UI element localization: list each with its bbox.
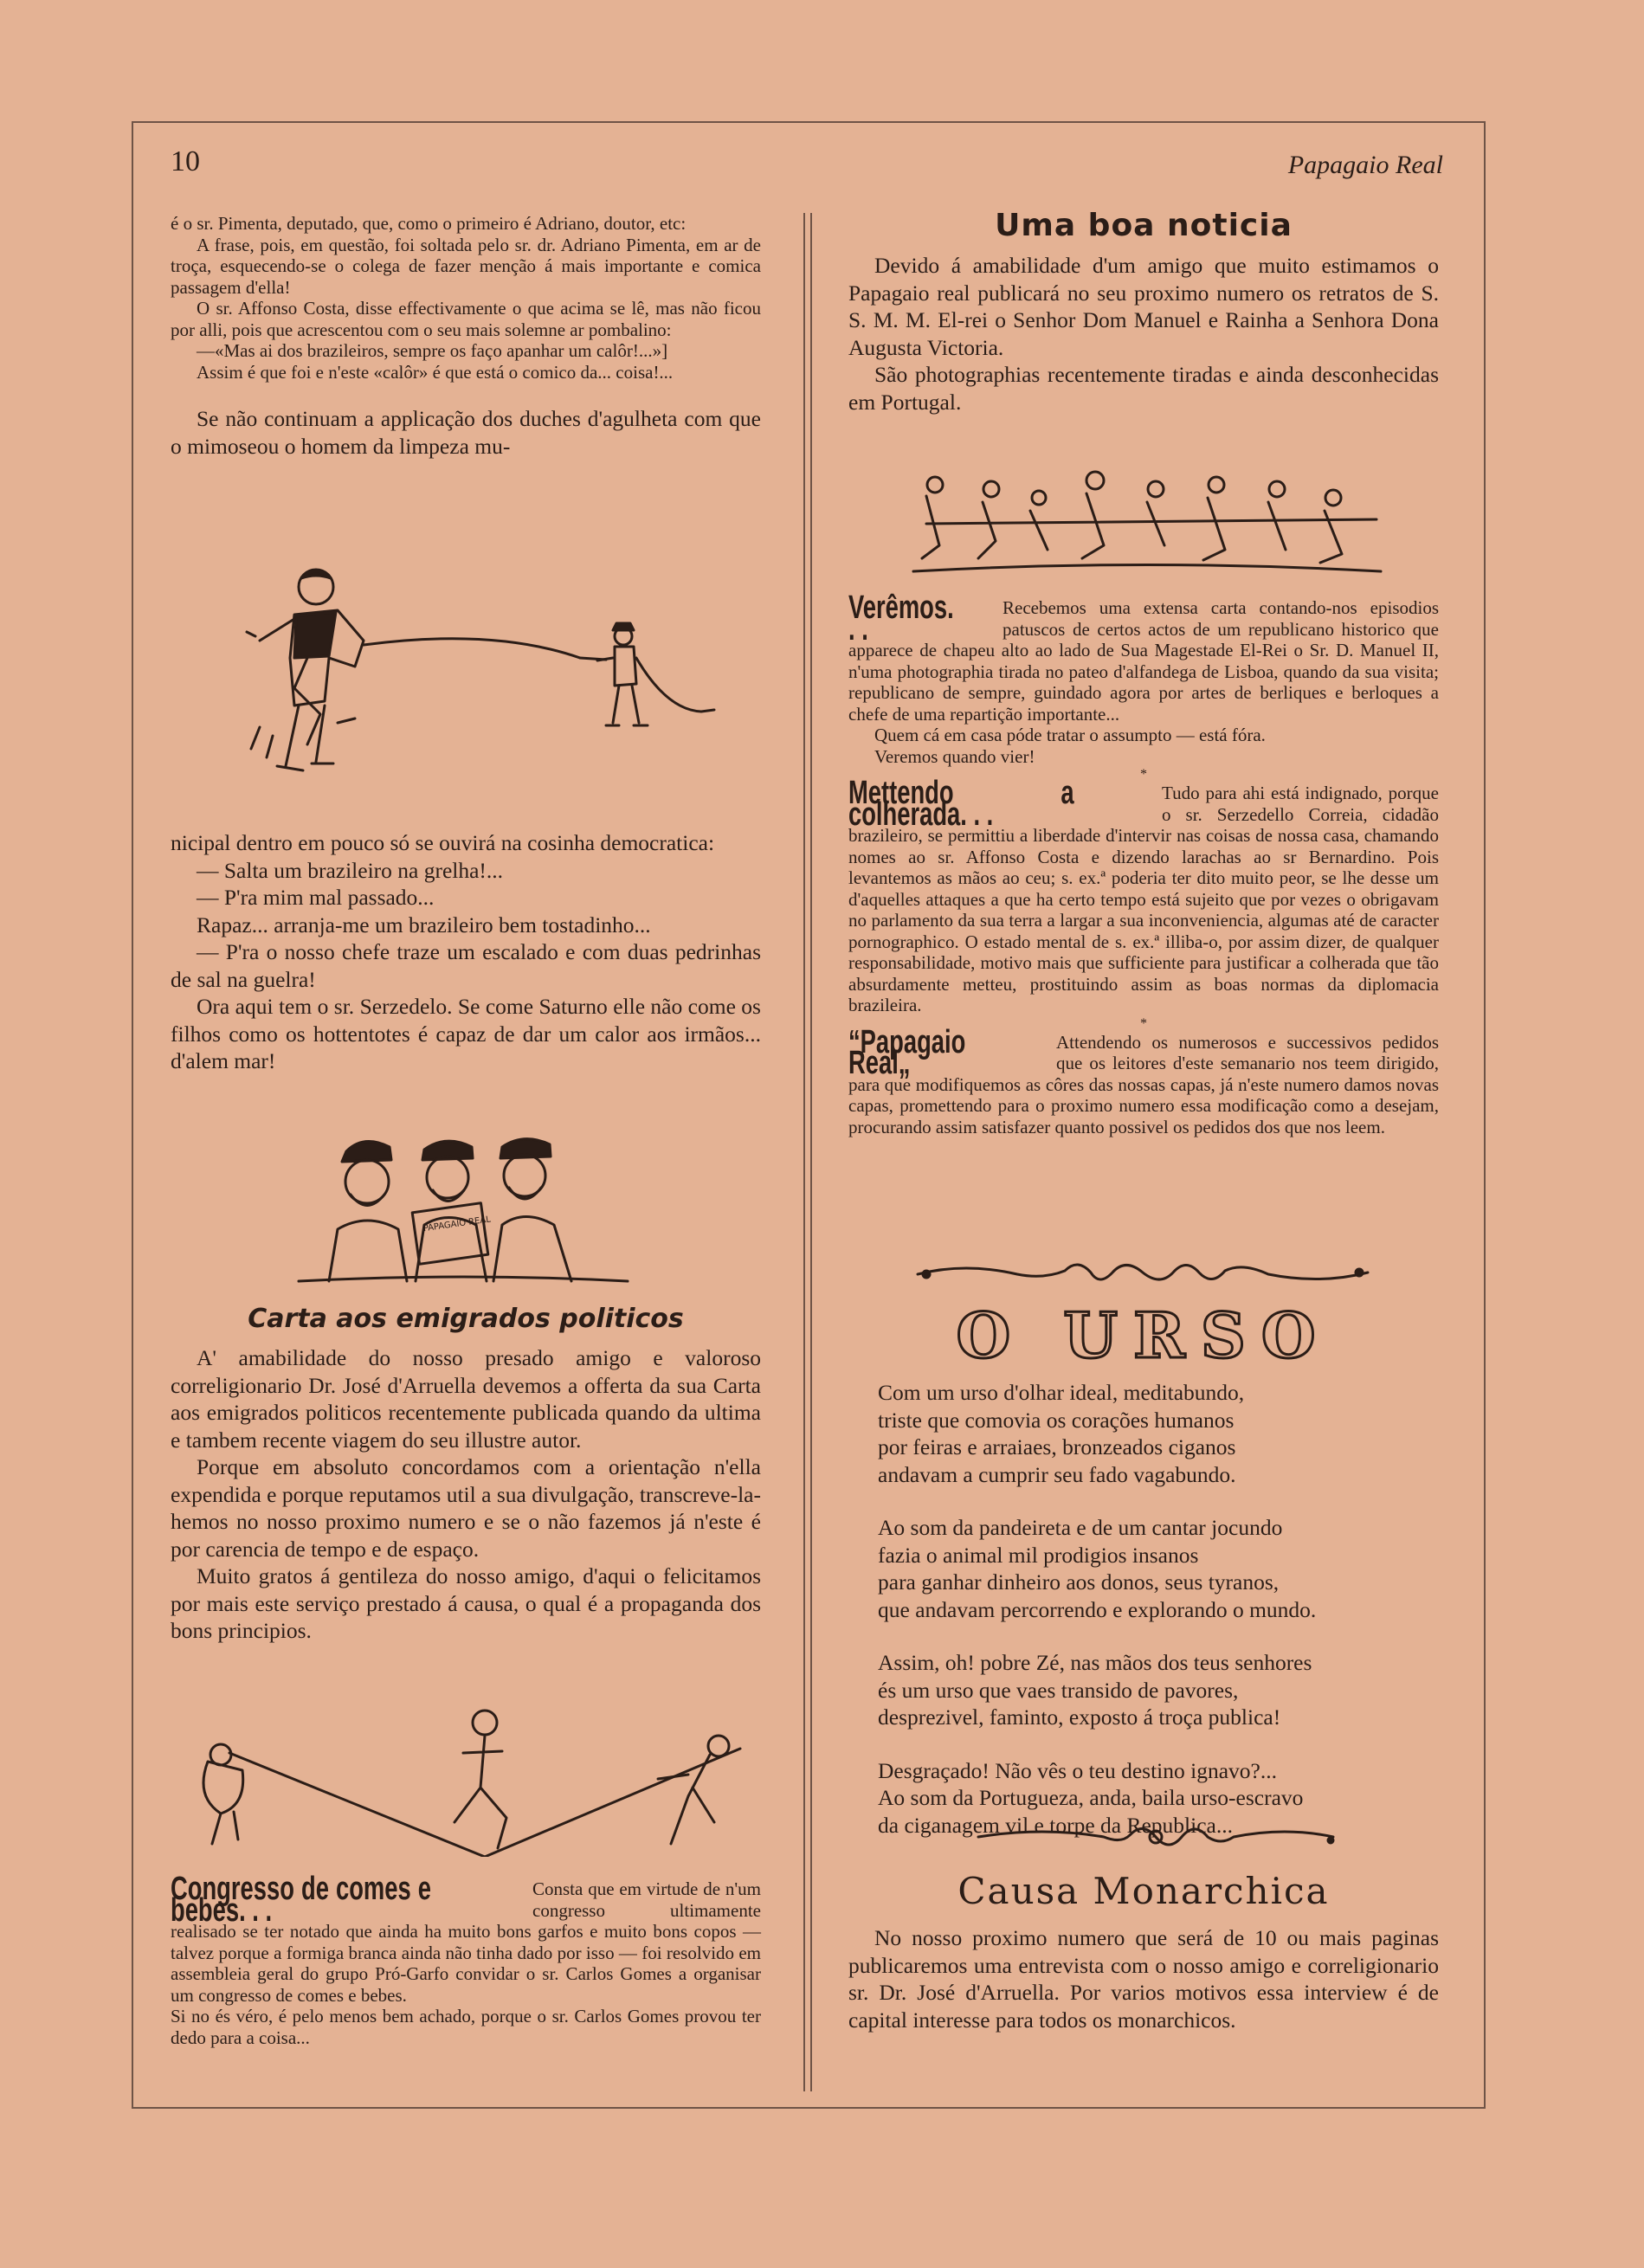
column-divider: [803, 213, 812, 2091]
duches-line-6: Ora aqui tem o sr. Serzedelo. Se come Saturno elle não come os filhos como os hottentotes é capaz de dar um calor aos irmãos... d'alem mar!: [171, 994, 761, 1073]
ornament-flourish: [913, 1253, 1372, 1293]
intro-line-5: Assim é que foi e n'este «calôr» é que está o comico da... coisa!...: [197, 361, 674, 383]
page-header: [171, 145, 1443, 189]
intro-line-2: A frase, pois, em questão, foi soltada pelo sr. dr. Adriano Pimenta, em ar de troça, esquecendo-se o colega de fazer menção á mais importante e comica passagem d'ella!: [171, 234, 761, 298]
veremos-line-2: Quem cá em casa póde tratar o assumpto — está fóra.: [874, 725, 1266, 745]
asterisk-2: *: [1140, 1015, 1147, 1031]
poem-line: Ao som da pandeireta e de um cantar jocundo: [878, 1515, 1283, 1540]
papagaio-heading: “Papagaio Real„: [848, 1023, 966, 1081]
veremos-heading: Verêmos. . .: [848, 590, 954, 648]
urso-poem: [878, 1379, 1439, 1839]
carta-paragraph-3: Muito gratos á gentileza do nosso amigo, d'aqui o felicitamos por mais este serviço prestado á causa, o qual é a propaganda dos bons principios.: [171, 1563, 761, 1643]
poem-line: que andavam percorrendo e explorando o mundo.: [878, 1596, 1317, 1622]
duches-line-2: — Salta um brazileiro na grelha!...: [197, 857, 504, 883]
page-number: 10: [171, 145, 200, 177]
noticia-section: [848, 208, 1439, 416]
poem-line: Assim, oh! pobre Zé, nas mãos dos teus senhores: [878, 1650, 1312, 1675]
poem-line: para ganhar dinheiro aos donos, seus tyranos,: [878, 1569, 1280, 1595]
poem-line: triste que comovia os corações humanos: [878, 1407, 1235, 1433]
poem-line: Desgraçado! Não vês o teu destino ignavo?...: [878, 1757, 1277, 1783]
noticia-paragraph-2: São photographias recentemente tiradas e ainda desconhecidas em Portugal.: [848, 362, 1439, 415]
causa-section: [848, 1870, 1439, 2033]
poem-line: Ao som da Portugueza, anda, baila urso-escravo: [878, 1785, 1304, 1810]
noticia-paragraph-1: Devido á amabilidade d'um amigo que muito estimamos o Papagaio real publicará no seu proximo numero os retratos de S. S. M. M. El-rei o Senhor Dom Manuel e Rainha a Senhora Dona Augusta Victoria.: [848, 253, 1439, 360]
congresso-text: Consta que em virtude de n'um congresso ultimamente realisado se ter notado que ainda ha muito bons garfos e muito bons copos — talvez porque a formiga branca ainda não tinha dado por isso — foi resolvido em assembleia geral do grupo Pró-Garfo convidar o sr. Carlos Gomes a organisar um congresso de comes e bebes.: [171, 1878, 761, 2006]
noticia-title: Uma boa noticia: [995, 208, 1293, 243]
carta-title: Carta aos emigrados politicos: [248, 1304, 684, 1334]
left-column-intro: [171, 213, 761, 460]
carta-paragraph-1: A' amabilidade do nosso presado amigo e valoroso correligionario Dr. José d'Arruella devemos a offerta da sua Carta aos emigrados politicos recentemente publicada quando da ultima e tambem recente viagem do seu illustre autor.: [171, 1345, 761, 1453]
causa-paragraph: No nosso proximo numero que será de 10 ou mais paginas publicaremos uma entrevista com o nosso amigo e correligionario sr. Dr. José d'Arruella. Por varios motivos essa interview é de capital interesse para todos os monarchicos.: [848, 1925, 1439, 2033]
duches-lead: Se não continuam a applicação dos duches d'agulheta com que o mimoseou o homem da limpeza mu-: [171, 406, 761, 459]
duches-line-4: Rapaz... arranja-me um brazileiro bem tostadinho...: [197, 912, 651, 937]
mettendo-heading: Mettendo a colherada. . .: [848, 775, 1074, 833]
veremos-line-3: Veremos quando vier!: [874, 745, 1035, 767]
asterisk-1: *: [1140, 767, 1147, 782]
poem-line: desprezivel, faminto, exposto á troça publica!: [878, 1704, 1281, 1730]
veremos-section: [848, 590, 1439, 1137]
mettendo-text: Tudo para ahi está indignado, porque o sr. Serzedello Correia, cidadão brazileiro, se permittiu a liberdade d'intervir nas coisas de nossa casa, chamando nomes ao sr. Affonso Costa e dizendo larachas ao sr Bernardino. Pois levantemos as mãos ao ceu; s. ex.ª poderia ter dito muito peor, se lhe desse um d'aquelles attaques a que ha certo tempo está sujeito que por vezes o obrigavam no parlamento da sua terra a largar a sua inconveniencia, algumas até de caracter pornographico. O estado mental de s. ex.ª illiba-o, por assim dizer, de qualquer responsabilidade, motivo mais que sufficiente para justificar a colherada que tão absurdamente metteu, prostituindo assim as boas normas da diplomacia brazileira.: [848, 783, 1439, 1015]
duches-line-1: nicipal dentro em pouco só se ouvirá na cosinha democratica:: [171, 830, 715, 855]
poem-line: por feiras e arraiaes, bronzeados ciganos: [878, 1434, 1236, 1459]
congresso-section: [171, 1871, 761, 2048]
carta-section: [171, 1304, 761, 1645]
poem-line: Com um urso d'olhar ideal, meditabundo,: [878, 1380, 1245, 1405]
poem-line: fazia o animal mil prodigios insanos: [878, 1542, 1199, 1568]
carta-paragraph-2: Porque em absoluto concordamos com a orientação n'ella expendida e porque reputamos util a sua divulgação, transcreve-la-hemos no nosso proximo numero e se o não fazemos já n'este é por carencia de tempo e de espaço.: [171, 1454, 761, 1562]
duches-continuation: [171, 829, 761, 1075]
urso-title: O URSO: [956, 1298, 1331, 1372]
veremos-text: Recebemos uma extensa carta contando-nos episodios patuscos de certos actos de um republicano historico que apparece de chapeu alto ao lado de Sua Magestade El-Rei o Sr. D. Manuel II, n'uma photographia tirada no pateo d'alfandega de Lisboa, quando da sua visita; republicano de sempre, guindado agora por artes de berliques e berloques a chefe de uma repartição importante...: [848, 597, 1439, 725]
masthead: Papagaio Real: [1287, 151, 1443, 179]
ornament-swirl: [974, 1818, 1338, 1856]
newspaper-label: PAPAGAIO REAL: [422, 1215, 492, 1234]
intro-line-4: —«Mas ai dos brazileiros, sempre os faço apanhar um calôr!...»]: [197, 340, 668, 361]
intro-line-1: é o sr. Pimenta, deputado, que, como o primeiro é Adriano, doutor, etc:: [171, 213, 687, 234]
congresso-text-2: Si no és véro, é pelo menos bem achado, porque o sr. Carlos Gomes provou ter dedo para a coisa...: [171, 2006, 761, 2048]
papagaio-text: Attendendo os numerosos e successivos pedidos que os leitores d'este semanario nos teem dirigido, para que modifiquemos as côres das nossas capas, já n'este numero damos novas capas, promettendo para o proximo numero essa modificação como a desejam, procurando assim satisfazer quanto possivel os pedidos dos que nos leem.: [848, 1031, 1439, 1137]
poem-line: da ciganagem vil e torpe da Republica...: [878, 1812, 1233, 1838]
poem-line: andavam a cumprir seu fado vagabundo.: [878, 1461, 1236, 1487]
poem-line: és um urso que vaes transido de pavores,: [878, 1677, 1239, 1703]
intro-line-3: O sr. Affonso Costa, disse effectivamente o que acima se lê, mas não ficou por alli, pois que acrescentou com o seu mais solemne ar pombalino:: [171, 298, 761, 340]
crowd-illustration: [909, 463, 1385, 584]
urso-section: [848, 1298, 1439, 1839]
duches-line-5: — P'ra o nosso chefe traze um escalado e com duas pedrinhas de sal na guelra!: [171, 939, 761, 992]
tightrope-illustration: [186, 1701, 749, 1857]
causa-title: Causa Monarchica: [957, 1870, 1330, 1912]
hose-cartoon-illustration: [234, 563, 719, 788]
congresso-heading: Congresso de comes e bebes. . .: [171, 1871, 431, 1929]
duches-line-3: — P'ra mim mal passado...: [197, 885, 435, 910]
three-men-reading-illustration: [294, 1134, 632, 1290]
